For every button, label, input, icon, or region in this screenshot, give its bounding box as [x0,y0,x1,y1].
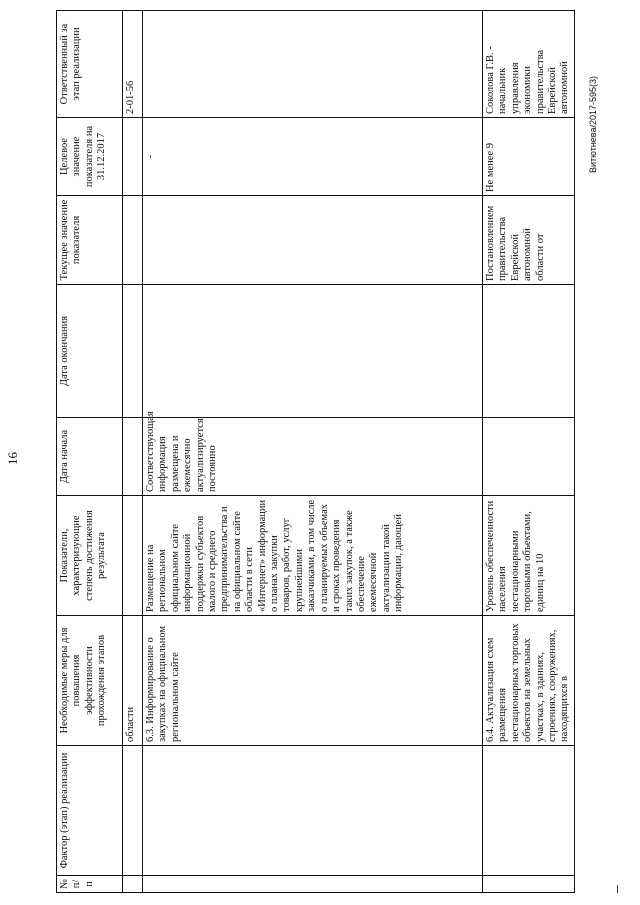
measures-table [56,10,575,893]
cell-current-value: Постановлением правительства Еврейской автономной области от [483,196,575,285]
table-row [123,11,143,893]
cell-factor [143,746,483,876]
header-factor: Фактор (этап) реализации [57,746,123,876]
cell-current-value [123,196,143,285]
cell-responsible [143,11,483,118]
table-header-row [57,11,123,893]
scan-edge-mark [617,885,618,893]
header-current-value: Текущее значение показателя [57,196,123,285]
cell-measures: 6.4. Актуализация схем размещения нестационарных торговых объектов на земельных участках, в зданиях, строениях, сооружениях, находящихся в [483,616,575,746]
cell-num [123,876,143,893]
cell-responsible: Соколова Г.В. - начальник управления экономики правительства Еврейской автономной [483,11,575,118]
table-row [483,11,575,893]
cell-indicators [123,496,143,616]
cell-measures: области [123,616,143,746]
header-measures: Необходимые меры для повышения эффективности прохождения этапов [57,616,123,746]
cell-end-date [143,285,483,418]
cell-indicators: Уровень обеспеченности населения нестационарными торговыми объектами, единиц на 10 [483,496,575,616]
cell-target-value [123,118,143,196]
cell-indicators: Размещение на региональном официальном сайте информационной поддержки субъектов малого и среднего предпринимательства и на официальном сайте области в сети «Интернет» информации о планах закупки товаров, работ, услуг крупнейшими заказчиками, в том числе о планируемых объемах и сроках проведения таких закупок, а также обеспечение ежемесячной актуализации такой информации, дающей [143,496,483,616]
cell-end-date [483,285,575,418]
cell-start-date: Соответствующая информация размещена и ежемесячно актуализируется постоянно [143,418,483,496]
header-indicators: Показатели, характеризующие степень достижения результата [57,496,123,616]
header-num: № п/п [57,876,123,893]
cell-start-date [123,418,143,496]
cell-end-date [123,285,143,418]
cell-measures: 6.3. Информирование о закупках на официальном региональном сайте [143,616,483,746]
header-target-value: Целевое значение показателя на 31.12.2017 [57,118,123,196]
cell-responsible: 2-01-56 [123,11,143,118]
cell-num [483,876,575,893]
header-responsible: Ответственный за этап реализации [57,11,123,118]
header-end-date: Дата окончания [57,285,123,418]
table-row [143,11,483,893]
page-number: 16 [5,452,20,465]
header-start-date: Дата начала [57,418,123,496]
document-reference: Витютнева/2017-595(3) [588,75,598,173]
cell-num [143,876,483,893]
cell-target-value: Не менее 9 [483,118,575,196]
cell-target-value: - [143,118,483,196]
cell-factor [483,746,575,876]
cell-factor [123,746,143,876]
cell-current-value [143,196,483,285]
cell-start-date [483,418,575,496]
